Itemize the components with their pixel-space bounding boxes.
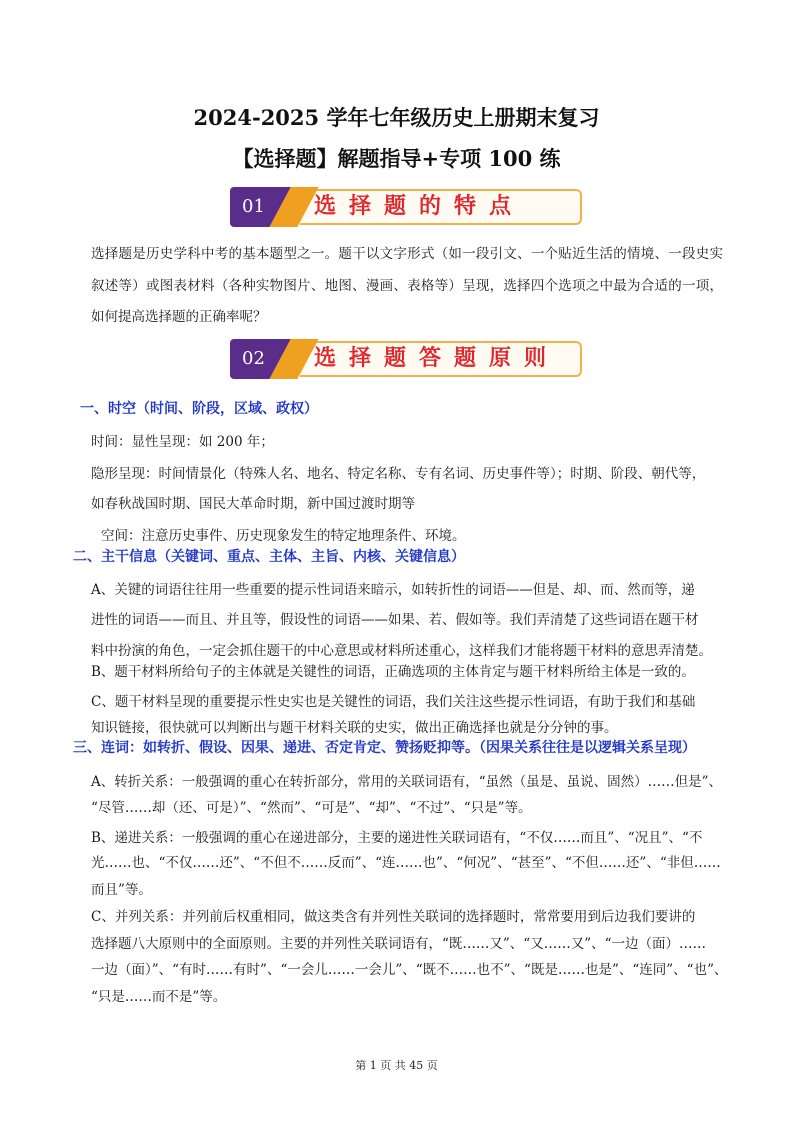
time-line: 时间：显性呈现：如 200 年； bbox=[91, 434, 274, 450]
point-a-line-2: 进性的词语——而且、并且等，假设性的词语——如果、若、假如等。我们弄清楚了这些词语在题干材 bbox=[91, 612, 699, 628]
hidden-line-1: 隐形呈现：时间情景化（特殊人名、地名、特定名称、专有名词、历史事件等）；时期、阶段、朝代等， bbox=[91, 466, 706, 482]
point-c-line-2: 知识链接，很快就可以判断出与题干材料关联的史实，做出正确选择也就是分分钟的事。 bbox=[91, 720, 618, 736]
document-title: 2024-2025 学年七年级历史上册期末复习 bbox=[193, 105, 600, 130]
point-a-line-3: 料中扮演的角色，一定会抓住题干的中心意思或材料所述重心，这样我们才能将题干材料的意思弄清楚。 bbox=[91, 643, 712, 659]
page-footer: 第 1 页 共 45 页 bbox=[355, 1059, 438, 1072]
point-c2-line-1: C、并列关系：并列前后权重相同，做这类含有并列性关联词的选择题时，常常要用到后边我们要讲的 bbox=[91, 909, 696, 925]
point-a-line-1: A、关键的词语往往用一些重要的提示性词语来暗示，如转折性的词语——但是、却、而、然而等，递 bbox=[91, 582, 695, 598]
heading-conjunctions: 三、连词：如转折、假设、因果、递进、否定肯定、赞扬贬抑等。（因果关系往往是以逻辑关系呈现） bbox=[73, 740, 696, 756]
space-line: 空间：注意历史事件、历史现象发生的特定地理条件、环境。 bbox=[101, 528, 466, 544]
point-a2-line-2: “尽管……却（还、可是）”、“然而”、“可是”、“却”、“不过”、“只是”等。 bbox=[91, 800, 532, 816]
hidden-line-2: 如春秋战国时期、国民大革命时期，新中国过渡时期等 bbox=[91, 496, 415, 512]
heading-main-info: 二、主干信息（关键词、重点、主体、主旨、内核、关键信息） bbox=[73, 549, 465, 565]
point-c2-line-3: 一边（面）”、“有时……有时”、“一会儿……一会儿”、“既不……也不”、“既是……也是”、“连同”、“也”、 bbox=[91, 962, 728, 978]
point-b2-line-2: 光……也、“不仅……还”、“不但不……反而”、“连……也”、“何况”、“甚至”、“不但……还”、“非但…… bbox=[91, 855, 721, 871]
point-c2-line-4: “只是……而不是”等。 bbox=[91, 989, 227, 1005]
point-b2-line-1: B、递进关系：一般强调的重心在递进部分，主要的递进性关联词语有，“不仅……而且”、“况且”、“不 bbox=[91, 830, 703, 846]
point-b-line: B、题干材料所给句子的主体就是关键性的词语，正确选项的主体肯定与题干材料所给主体是一致的。 bbox=[91, 664, 695, 680]
banner-title: 选择题的特点 bbox=[314, 194, 525, 219]
banner-title: 选择题答题原则 bbox=[314, 346, 560, 371]
point-c-line-1: C、题干材料呈现的重要提示性史实也是关键性的词语，我们关注这些提示性词语，有助于我们和基础 bbox=[91, 694, 696, 710]
intro-paragraph: 选择题是历史学科中考的基本题型之一。题干以文字形式（如一段引文、一个贴近生活的情境、一段史实叙述等）或图表材料（各种实物图片、地图、漫画、表格等）呈现，选择四个选项之中最为合适的一项，如何提高选择题的正确率呢？ bbox=[91, 246, 723, 325]
point-a2-line-1: A、转折关系：一般强调的重心在转折部分，常用的关联词语有，“虽然（虽是、虽说、固然）……但是”、 bbox=[91, 774, 723, 790]
banner-number: 01 bbox=[230, 187, 294, 227]
section-banner-features bbox=[230, 187, 582, 227]
section-banner-principles bbox=[230, 339, 582, 379]
heading-time-space: 一、时空（时间、阶段，区域、政权） bbox=[80, 401, 318, 417]
point-c2-line-2: 选择题八大原则中的全面原则。主要的并列性关联词语有，“既……又”、“又……又”、“一边（面）…… bbox=[91, 936, 707, 952]
banner-number: 02 bbox=[230, 339, 294, 379]
point-b2-line-3: 而且”等。 bbox=[91, 882, 152, 898]
document-subtitle: 【选择题】解题指导+专项 100 练 bbox=[232, 146, 561, 171]
